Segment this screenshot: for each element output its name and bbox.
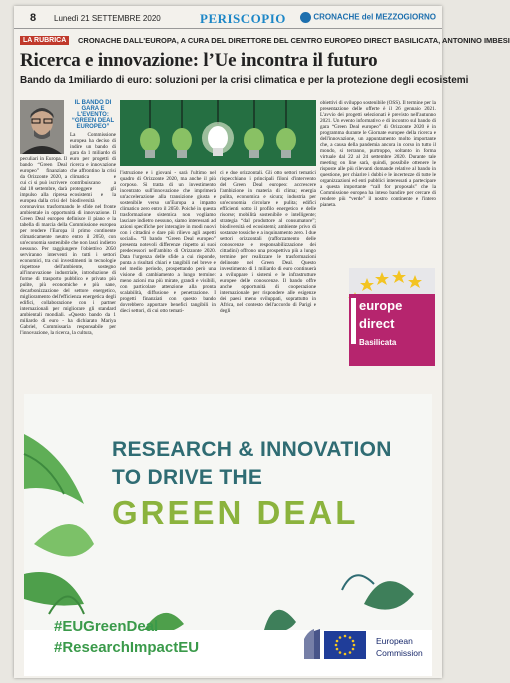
article-column-3: ci e due orizzontali. Gli otto settori tematici rispecchiano i principali filoni d'intervento del Green Deal europeo: accrescere l'ambizione in materia di clima; energia pulita, economica e sicura; industria per un'economia circolare e pulita; edifici efficienti sotto il profilo energetico e delle risorse; mobilità sostenibile e intelligente; strategia “dal produttore al consumatore”; biodiversità ed ecosistemi; ambiente privo di sostanze tossiche e a inquinamento zero. I due settori orizzontali (rafforzamento delle conoscenze e responsabilizzazione dei cittadini) offrono una prospettiva più a lungo termine per realizzare le trasformazioni delineate nel Green Deal. Questo investimento di 1 miliardo di euro continuerà a sviluppare i sistemi e le infrastrutture europee delle conoscenze. Il bando offre anche opportunità di cooperazione internazionale per rispondere alle esigenze dei paesi meno sviluppati, soprattutto in Africa, nel contesto dell'accordo di Parigi e degli (220, 170, 316, 314)
article-column-4: obiettivi di sviluppo sostenibile (OSS). Il termine per la presentazione delle offerte è il 26 gennaio 2021. L'avvio dei progetti selezionati è previsto nell'autunno 2021. Un evento informativo e di incontro sul bando di gara “Green Deal europeo” di Orizzonte 2020 è in programma durante le Giornate europee della ricerca e dell'innovazione, un appuntamento molto importante che, a causa della pandemia ancora in corso in tutto il mondo, si terranno, purtroppo, soltanto in forma virtuale dal 22 al 24 settembre 2020. Durante tale meeting on line sarà, quindi, possibile ottenere le risposte alle più rilevanti domande relative al bando in questione, per chiarire i dubbi e le incertezze di tutte le organizzazioni ed enti pubblici interessati a partecipare a questa importante “call for proposals” che la Commissione europea ha inteso bandire per cercare di rendere più “verde” il nostro continente e l'intero pianeta. (320, 100, 436, 208)
lead-text: La Commissione europea ha deciso di indire un bando di gara da 1 miliardo di euro per progetti di ricerca e innovazione che affrontino la crisi climatica e contribuiscano a proteggere gli ecosistemi e la biodiversità (70, 132, 116, 204)
article-headline: Ricerca e innovazione: l’Ue incontra il futuro (20, 50, 378, 71)
advert-line-1: RESEARCH & INNOVATION (112, 438, 392, 461)
commission-name-line2: Commission (376, 648, 423, 658)
europe-direct-logo (349, 268, 435, 366)
lightbulb-icon (120, 100, 316, 166)
advert-line-2: TO DRIVE THE (112, 466, 263, 489)
hashtag-research-impact: #ResearchImpactEU (54, 639, 200, 656)
section-name: PERISCOPIO (200, 11, 286, 26)
masthead (14, 6, 442, 29)
rubrica-bar (20, 36, 510, 47)
europe-direct-panel (349, 294, 435, 366)
newspaper-page (14, 6, 510, 678)
page-number: 8 (30, 12, 37, 24)
globe-icon (300, 12, 311, 23)
partner-name: CRONACHE del MEZZOGIORNO (313, 12, 436, 22)
rubrica-tag: LA RUBRICA (20, 36, 69, 45)
box-title: IL BANDO DI GARA E L'EVENTO: “GREEN DEAL EUROPEO” (71, 100, 115, 130)
partner-logo (300, 12, 436, 23)
issue-date: Lunedì 21 SETTEMBRE 2020 (54, 14, 161, 23)
rubrica-credit: CRONACHE DALL'EUROPA, A CURA DEL DIRETTORE DEL CENTRO EUROPEO DIRECT BASILICATA, ANTONINO IMBESI (78, 36, 510, 45)
europe-direct-region: Basilicata (359, 338, 397, 347)
europe-direct-line1: europe (359, 298, 403, 313)
advert-line-3: GREEN DEAL (112, 494, 359, 531)
article-subheadline: Bando da 1miliardo di euro: soluzioni per la crisi climatica e per la protezione degli ecosistemi (20, 75, 469, 86)
european-commission-logo-icon (300, 625, 370, 665)
portrait-icon (20, 100, 64, 154)
lead-box (70, 100, 116, 204)
lightbulbs-photo (120, 100, 316, 166)
europe-direct-line2: direct (359, 316, 395, 331)
commission-name-line1: European (376, 636, 413, 646)
hashtag-green-deal: #EUGreenDeal (54, 618, 159, 635)
article-column-2: l'istruzione e i giovani - sarà l'ultimo nel quadro di Orizzonte 2020, ma anche il più corposo. Si tratta di un investimento incentrato sull'innovazione che imprimerà un'accelerazione alla transizione giusta e sostenibile verso un'Europa a impatto climatico zero entro il 2050. Poiché in questa trasformazione sistemica non vogliamo lasciare indietro nessuno, siamo interessati ad azioni specifiche per interagire in modi nuovi con i cittadini e dare più rilievo agli aspetti sociali». “Il bando “Green Deal europeo” presenta notevoli differenze rispetto ai suoi predecessori nell'ambito di Orizzonte 2020. Data l'urgenza delle sfide a cui risponde, punta a risultati chiari e tangibili nel breve e nel medio periodo, prospettando però una visione di cambiamento a lungo termine: meno azioni ma più mirate, grandi e visibili, con particolare attenzione alla pronta scalabilità, diffusione e penetrazione. I progetti finanziati con questo bando dovrebbero apportare benefici tangibili in dieci settori, di cui otto temati- (120, 170, 216, 314)
column-text: peculiari in Europa. Il bando “Green Deal europeo” finanziato da Orizzonte 2020, a cui ci si può iscrivere dal 18 settembre, darà impulso alla ripresa europea dalla crisi del coronavirus trasformando le sfide nel fronte ambientale in opportunità di innovazione. Il Green Deal europeo definisce il piano e la tabella di marcia della Commissione europea per rendere l'Europa il primo continente climaticamente neutro entro il 2050, con un'economia sostenibile che non lasci indietro nessuno. Per raggiungere l'obiettivo 2050 serviranno interventi in tutti i settori economici, tra cui investimenti in tecnologie rispettose dell'ambiente, sostegno all'innovazione industriale, introduzione di forme di trasporto pubblico e privato più pulite, più economiche e più sane, decarbonizzazione del settore energetico, miglioramento dell'efficienza energetica degli edifici, collaborazione con i partner internazionali per migliorare gli standard ambientali mondiali. «Questo bando da 1 miliardo di euro - ha dichiarato Mariya Gabriel, Commissaria responsabile per l'innovazione, la ricerca, la cultura, (20, 156, 116, 336)
author-photo (20, 100, 64, 154)
green-deal-advert (24, 394, 432, 676)
logo-bar (351, 298, 356, 344)
article-column-1 (20, 100, 116, 386)
